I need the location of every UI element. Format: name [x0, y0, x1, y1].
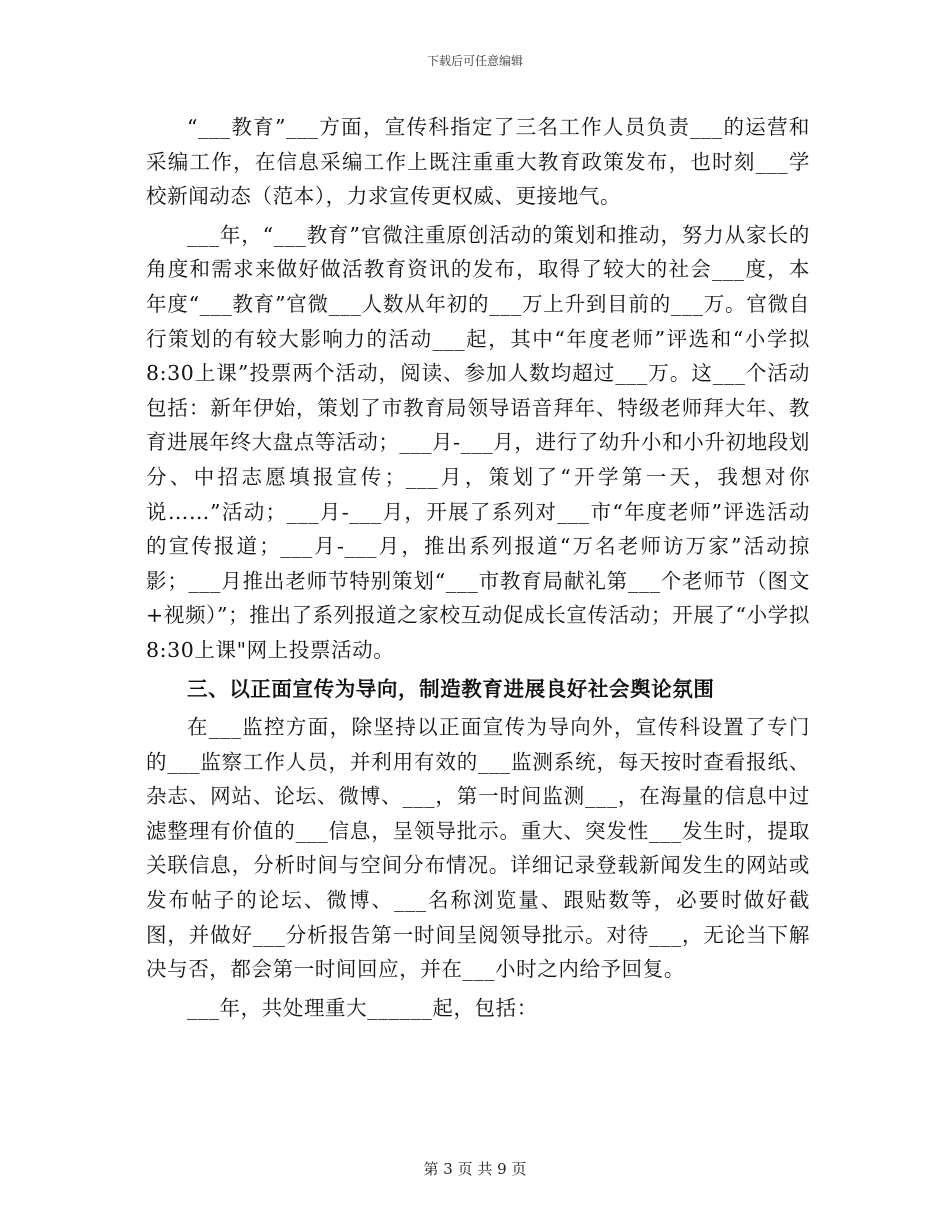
paragraph-major-events: ___年，共处理重大______起，包括： — [187, 995, 538, 1020]
section-heading: 三、以正面宣传为导向，制造教育进展良好社会舆论氛围 — [187, 676, 715, 701]
header-note: 下载后可任意编辑 — [426, 54, 523, 68]
paragraph-opinion-monitoring: 在___监控方面，除坚持以正面宣传为导向外，宣传科设置了专门的___监察工作人员，并利用有效的___监测系统，每天按时查看报纸、杂志、网站、论坛、微博、___，第一时间监测___，在海量的信息中过滤整理有价值的___信息，呈领导批示。重大、突发性___发生时，提取关联信息，分析时间与空间分布情况。详细记录登载新闻发生的网站或发布帖子的论坛、微博、___名称浏览量、跟贴数等，必要时做好截图，并做好___分析报告第一时间呈阅领导批示。对待___，无论当下解决与否，都会第一时间回应，并在___小时之内给予回复。 — [146, 715, 810, 982]
document-body — [146, 110, 810, 1025]
page-number: 第 3 页 共 9 页 — [423, 1160, 527, 1178]
paragraph-wechat-activities: ___年，“___教育”官微注重原创活动的策划和推动，努力从家长的角度和需求来做好做活教育资讯的发布，取得了较大的社会___度，本年度“___教育”官微___人数从年初的___万上升到目前的___万。官微自行策划的有较大影响力的活动___起，其中“年度老师”评选和“小学拟8:30上课”投票两个活动，阅读、参加人数均超过___万。这___个活动包括：新年伊始，策划了市教育局领导语音拜年、特级老师拜大年、教育进展年终大盘点等活动；___月-___月，进行了幼升小和小升初地段划分、中招志愿填报宣传；___月，策划了“开学第一天，我想对你说……”活动；___月-___月，开展了系列对___市“年度老师”评选活动的宣传报道；___月-___月，推出系列报道“万名老师访万家”活动掠影；___月推出老师节特别策划“___市教育局献礼第___个老师节（图文+视频）”；推出了系列报道之家校互动促成长宣传活动；开展了“小学拟8:30上课"网上投票活动。 — [146, 222, 810, 662]
paragraph-wechat-operation: “___教育”___方面，宣传科指定了三名工作人员负责___的运营和采编工作，在信息采编工作上既注重重大教育政策发布，也时刻___学校新闻动态（范本），力求宣传更权威、更接地气。 — [146, 115, 810, 209]
